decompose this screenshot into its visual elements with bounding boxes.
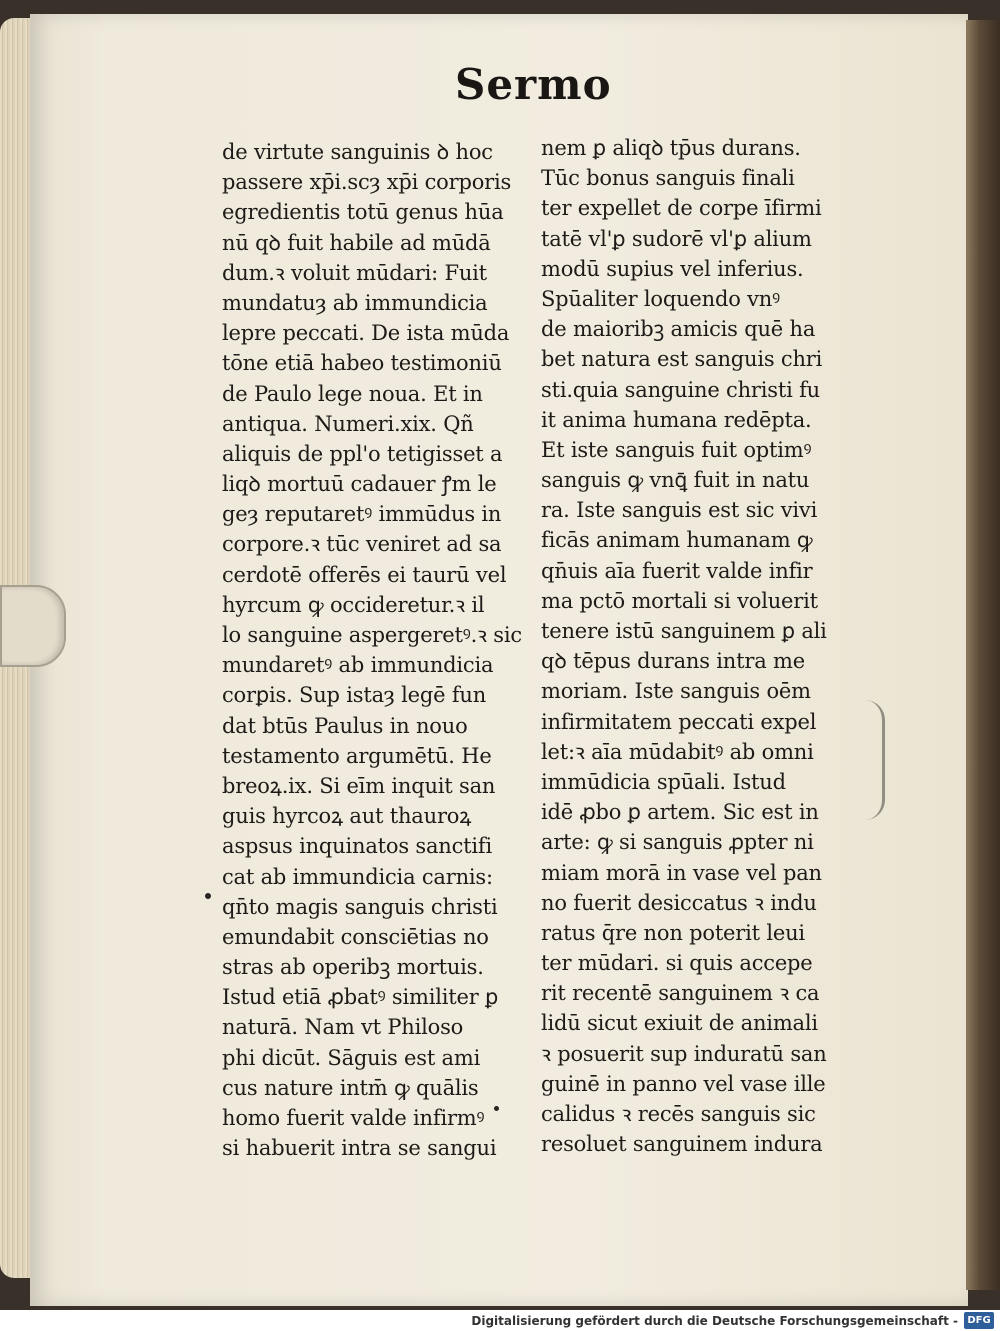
text-line: cat ab immundicia carnis:	[222, 864, 493, 889]
text-column-left	[222, 137, 532, 1163]
text-line: de maioribꝫ amicis quē ha	[541, 317, 816, 342]
text-line: ma pctō mortali si voluerit	[541, 588, 818, 613]
text-line: qn̄to magis sanguis christi	[222, 894, 498, 919]
text-line: aspsus inquinatos sanctifi	[222, 834, 493, 859]
text-line: nū qꝺ fuit habile ad mūdā	[222, 230, 491, 255]
text-line: ter mūdari. si quis accepe	[541, 951, 813, 976]
text-line: naturā. Nam vt Philoso	[222, 1015, 464, 1040]
text-line: ꝛ posuerit sup induratū san	[541, 1041, 827, 1066]
text-line: ra. Iste sanguis est sic vivi	[541, 498, 818, 523]
text-line: de Paulo lege noua. Et in	[222, 381, 483, 406]
text-line: tenere istū sanguinem ꝑ ali	[541, 619, 827, 643]
text-line: dum.ꝛ voluit mūdari: Fuit	[222, 260, 487, 285]
text-line: lepre peccati. De ista mūda	[222, 321, 510, 346]
text-column-right	[541, 133, 851, 1159]
text-line: modū supius vel inferius.	[541, 256, 804, 281]
text-line: immūdicia spūali. Istud	[541, 769, 786, 794]
text-line: bet natura est sanguis chri	[541, 347, 823, 372]
text-line: de virtute sanguinis ꝺ hoc	[222, 140, 493, 164]
text-line: sti.quia sanguine christi fu	[541, 377, 820, 402]
text-line: stras ab operibꝫ mortuis.	[222, 955, 484, 980]
text-line: it anima humana redēpta.	[541, 407, 812, 432]
bookmark-tab	[0, 585, 66, 667]
text-line: Tūc bonus sanguis finali	[541, 166, 795, 191]
text-line: no fuerit desiccatus ꝛ indu	[541, 890, 817, 915]
text-line: calidus ꝛ recēs sanguis sic	[541, 1102, 816, 1126]
text-line: Et iste sanguis fuit optimꝰ	[541, 437, 812, 462]
text-line: lo sanguine aspergeretꝰ.ꝛ sic	[222, 623, 522, 647]
text-line: resoluet sanguinem indura	[541, 1132, 823, 1157]
page-heading: Sermo	[455, 60, 612, 109]
text-line: let:ꝛ aīa mūdabitꝰ ab omni	[541, 739, 814, 764]
text-line: rit recentē sanguinem ꝛ ca	[541, 981, 820, 1006]
text-line: corꝑis. Sup istaȝ legē fun	[222, 683, 487, 708]
text-line: antiqua. Numeri.xix. Qñ	[222, 411, 474, 436]
digitization-credit: Digitalisierung gefördert durch die Deutsche Forschungsgemeinschaft -	[471, 1314, 958, 1328]
text-line: Spūaliter loquendo vnꝰ	[541, 286, 780, 311]
text-line: guinē in panno vel vase ille	[541, 1071, 826, 1096]
text-line: ter expellet de corpe īfirmi	[541, 196, 822, 221]
book-cover-edge	[966, 20, 1000, 1290]
text-line: homo fuerit valde infirmꝰ	[222, 1106, 485, 1130]
text-line: dat btūs Paulus in nouo	[222, 713, 468, 738]
text-line: mundaretꝰ ab immundicia	[222, 653, 494, 678]
text-line: moriam. Iste sanguis oēm	[541, 679, 811, 704]
text-line: emundabit consciētias no	[222, 924, 489, 949]
text-line: cerdotē offerēs ei taurū vel	[222, 562, 507, 587]
text-line: breoꝝ.ix. Si eīm inquit san	[222, 773, 496, 798]
text-line: tatē vl'ꝑ sudorē vl'ꝑ alium	[541, 226, 812, 251]
text-line: ratus q̄re non poterit leui	[541, 920, 805, 945]
text-line: hyrcum ꝙ occideretur.ꝛ il	[222, 592, 485, 617]
text-line: corpore.ꝛ tūc veniret ad sa	[222, 532, 502, 557]
text-line: qn̄uis aīa fuerit valde infir	[541, 558, 813, 583]
text-line: liqꝺ mortuū cadauer ꝭm le	[222, 472, 497, 497]
text-line: passere xp̄i.scȝ xp̄i corporis	[222, 170, 512, 195]
text-line: idē ꝓbo ꝑ artem. Sic est in	[541, 800, 819, 825]
text-line: qꝺ tēpus durans intra me	[541, 649, 805, 674]
text-line: infirmitatem peccati expel	[541, 709, 817, 734]
margin-ink-stroke	[860, 700, 885, 820]
text-line: aliquis de ppl'o tetigisset a	[222, 441, 503, 466]
text-line: ficās animam humanam ꝙ	[541, 528, 813, 553]
text-line: sanguis ꝙ vnꝗ̄ fuit in natu	[541, 468, 810, 493]
text-line: egredientis totū genus hūa	[222, 200, 504, 225]
bottom-dot-mark	[494, 1106, 499, 1111]
dfg-logo: DFG	[964, 1312, 994, 1329]
text-line: geȝ reputaretꝰ immūdus in	[222, 502, 502, 527]
text-line: miam morā in vase vel pan	[541, 860, 822, 885]
text-line: cus nature intm̄ ꝙ quālis	[222, 1075, 479, 1100]
text-line: guis hyrcoꝝ aut thauroꝝ	[222, 804, 472, 829]
text-line: phi dicūt. Sāguis est ami	[222, 1045, 481, 1070]
text-line: tōne etiā habeo testimoniū	[222, 351, 502, 376]
text-line: lidū sicut exiuit de animali	[541, 1011, 818, 1036]
margin-dot-mark	[205, 893, 211, 899]
text-line: si habuerit intra se sangui	[222, 1136, 497, 1161]
text-line: nem ꝑ aliqꝺ tp̄us durans.	[541, 136, 801, 160]
text-line: testamento argumētū. He	[222, 743, 492, 768]
text-line: mundatuȝ ab immundicia	[222, 290, 488, 315]
text-line: Istud etiā ꝓbatꝰ similiter ꝑ	[222, 985, 499, 1010]
text-line: arte: ꝙ si sanguis ꝓpter ni	[541, 830, 814, 855]
